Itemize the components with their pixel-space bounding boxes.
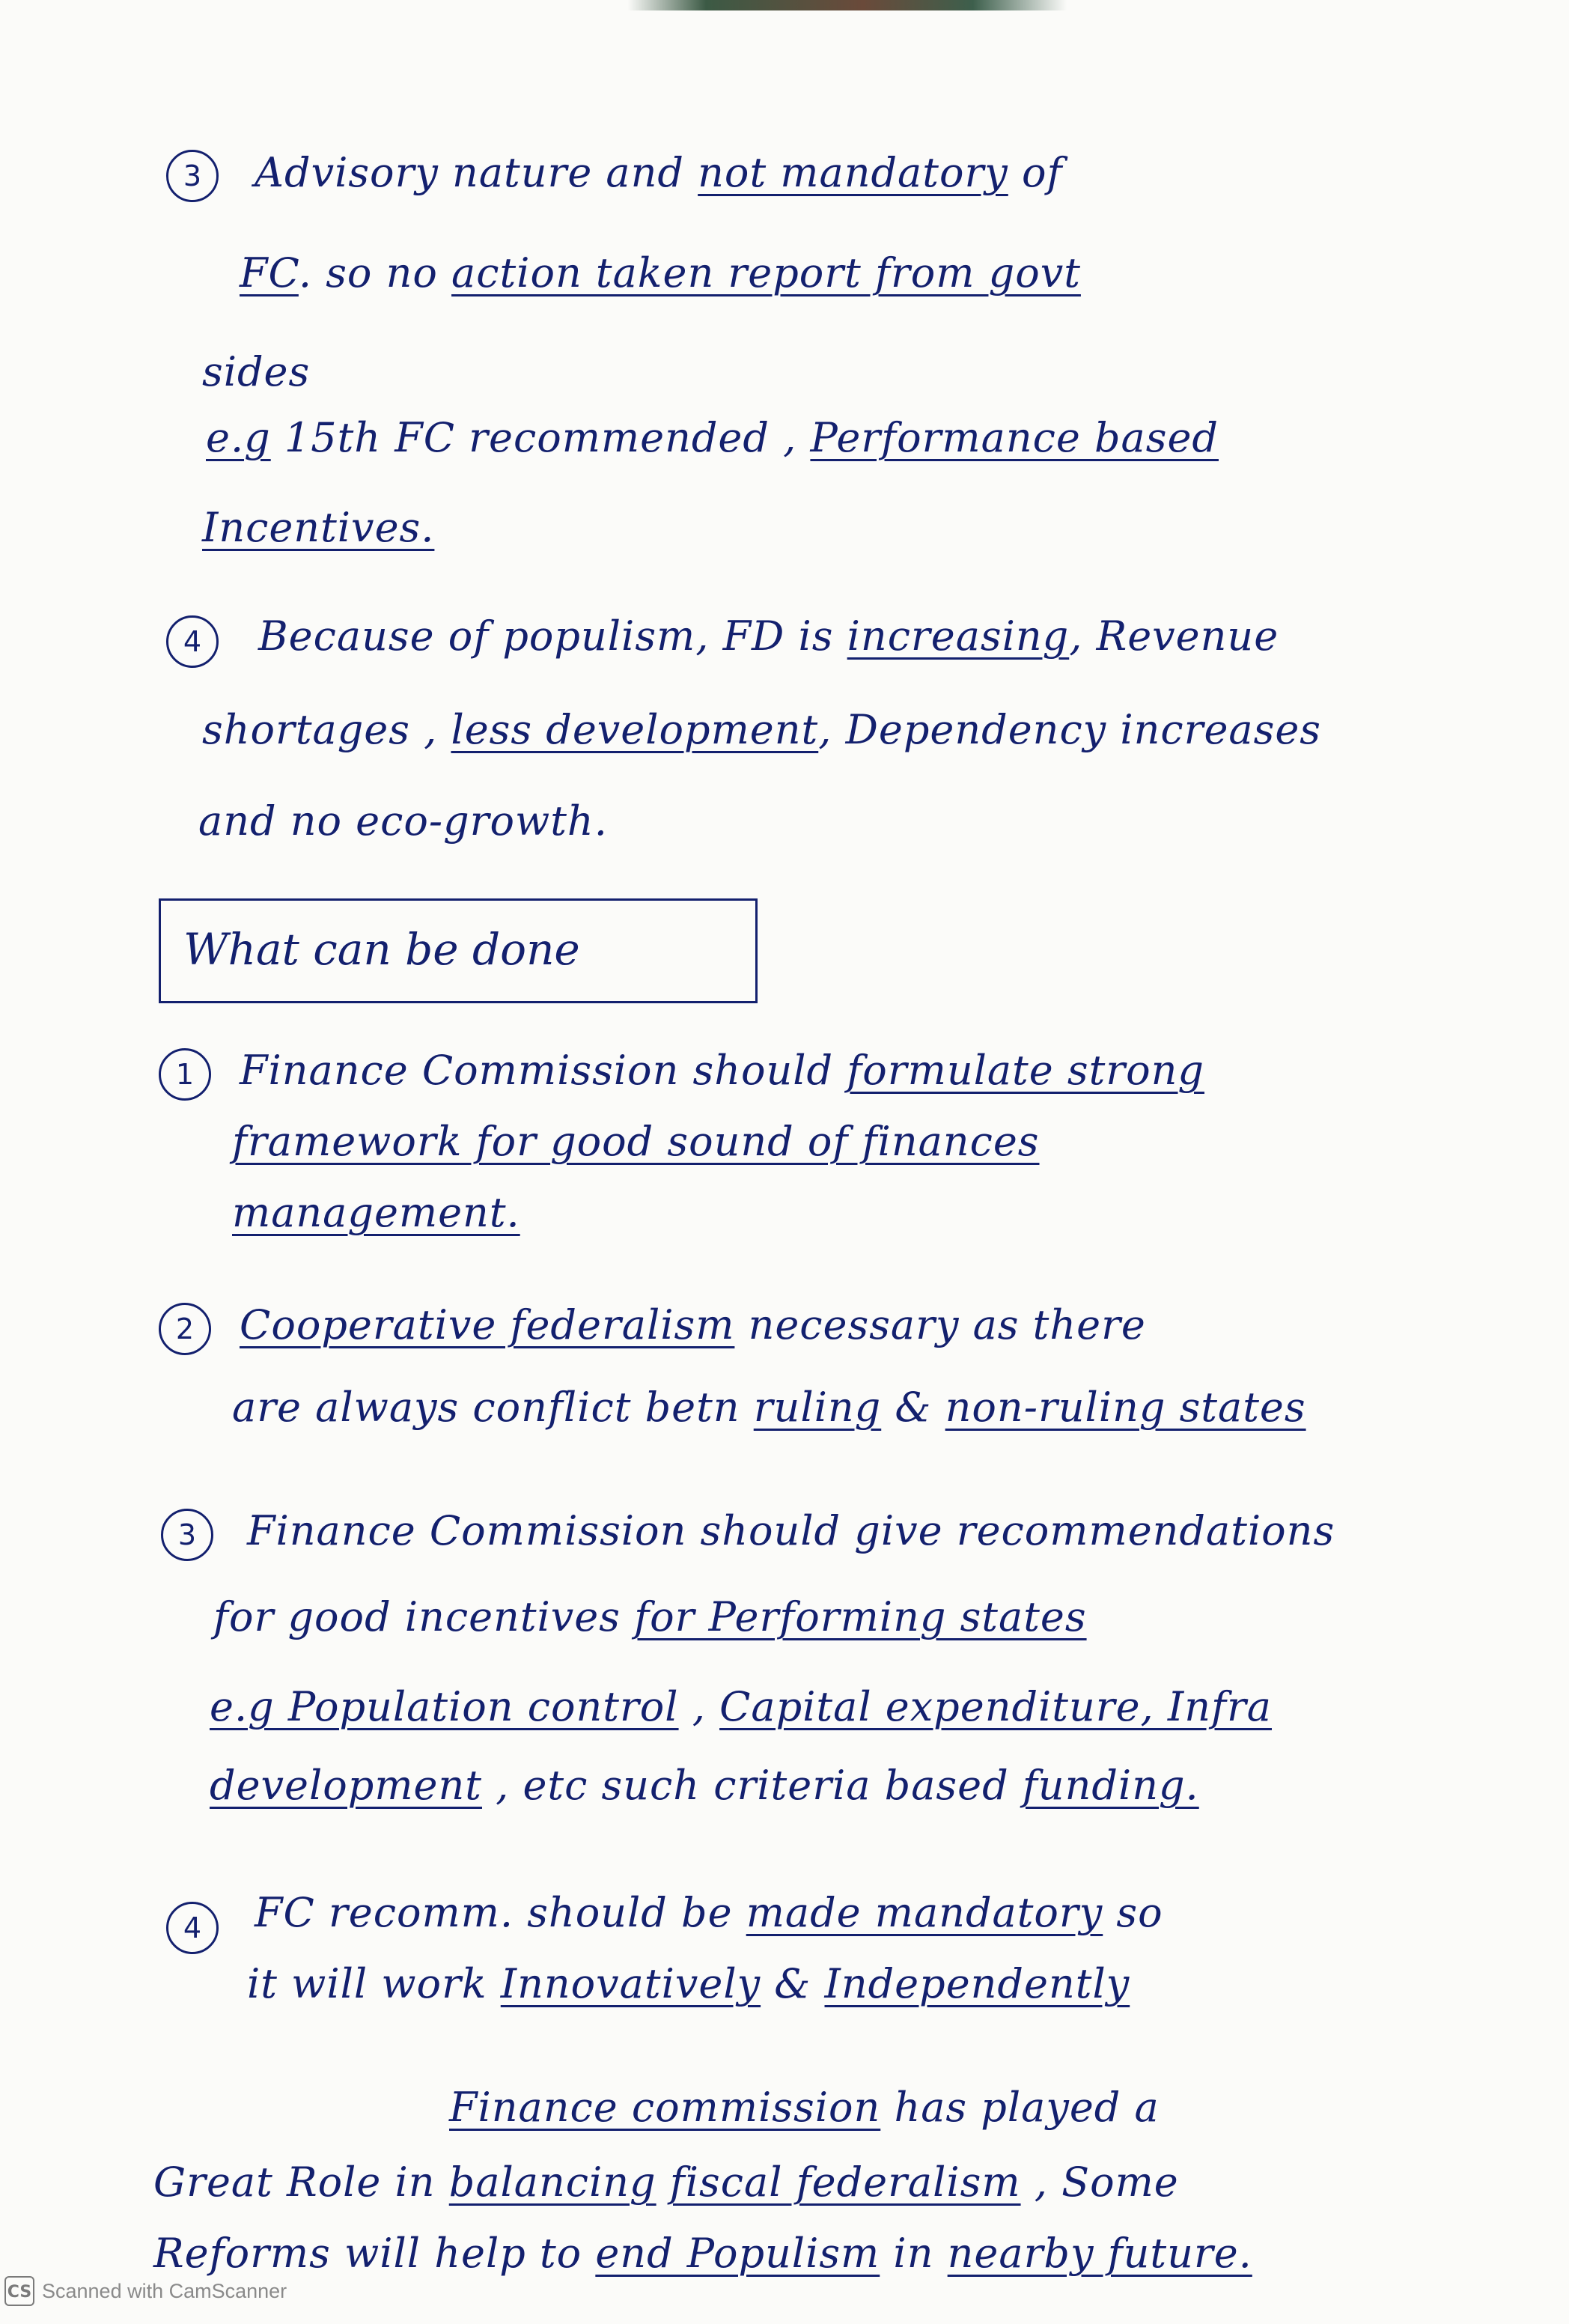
underlined-text: Cooperative federalism [240, 1301, 735, 1348]
text-line [449, 2081, 1160, 2134]
point-number: 4 [166, 1902, 219, 1954]
underlined-text: balancing [448, 2159, 656, 2206]
underlined-text: not mandatory [698, 149, 1008, 196]
text-line [210, 1759, 1199, 1812]
text-span: are always conflict betn [232, 1384, 754, 1431]
text-line [202, 502, 434, 554]
underlined-text: Finance commission [449, 2084, 881, 2131]
text-line [255, 1887, 1163, 1939]
text-span: sides [202, 348, 311, 395]
text-span: Advisory nature and [255, 149, 698, 196]
section-heading: What can be done [183, 924, 580, 975]
text-span: necessary as there [734, 1301, 1146, 1348]
text-span: for good incentives [213, 1593, 635, 1640]
text-span: , Revenue [1069, 612, 1279, 660]
text-line [213, 1591, 1087, 1643]
text-span: , Some [1020, 2159, 1179, 2206]
underlined-text: made mandatory [746, 1889, 1103, 1936]
text-span [656, 2159, 670, 2206]
underlined-text: e.g Population control [210, 1683, 679, 1730]
point-number: 3 [161, 1509, 213, 1561]
underlined-text: less development [451, 706, 819, 753]
underlined-text: FC [240, 249, 299, 296]
text-span: , Dependency increases [818, 706, 1321, 753]
text-line [240, 1044, 1204, 1097]
point-number: 1 [159, 1048, 211, 1101]
text-span: Finance Commission should give recommendations [247, 1507, 1335, 1554]
text-line [247, 1505, 1335, 1557]
text-span: so [1103, 1889, 1163, 1936]
text-span: , etc such criteria based [481, 1762, 1023, 1809]
text-span: & [761, 1960, 825, 2007]
text-line [258, 610, 1279, 663]
text-span: Finance Commission should [240, 1047, 847, 1094]
text-span: and no eco-growth. [198, 797, 608, 845]
text-span: in [880, 2230, 948, 2277]
underlined-text: increasing [847, 612, 1070, 660]
underlined-text: formulate strong [847, 1047, 1204, 1094]
watermark-text: Scanned with CamScanner [42, 2279, 287, 2302]
underlined-text: nearby future. [947, 2230, 1252, 2277]
text-line [202, 704, 1321, 756]
text-line [240, 247, 1081, 299]
text-span: Reforms will help to [153, 2230, 596, 2277]
text-line [247, 1958, 1130, 2010]
text-line [232, 1381, 1306, 1434]
text-span: shortages , [202, 706, 451, 753]
underlined-text: action taken report from govt [451, 249, 1081, 296]
point-number: 4 [166, 615, 219, 668]
text-span: , [678, 1683, 720, 1730]
text-line [210, 1681, 1272, 1733]
underlined-text: framework for [232, 1118, 551, 1165]
section-heading-box [159, 898, 758, 1003]
text-line [240, 1299, 1146, 1351]
underlined-text: e.g [206, 414, 271, 461]
text-span: it will work [247, 1960, 501, 2007]
underlined-text: development [210, 1762, 482, 1809]
text-line [255, 147, 1062, 199]
point-number: 2 [159, 1303, 211, 1355]
text-span: . so no [298, 249, 452, 296]
text-line [153, 2156, 1179, 2209]
camscanner-logo-icon: CS [4, 2276, 34, 2306]
underlined-text: Incentives. [202, 504, 435, 551]
underlined-text: ruling [753, 1384, 882, 1431]
text-span: has played a [880, 2084, 1160, 2131]
underlined-text: funding. [1022, 1762, 1199, 1809]
text-line [232, 1116, 1040, 1168]
text-line [206, 412, 1219, 464]
underlined-text: Independently [824, 1960, 1130, 2007]
underlined-text: Innovatively [500, 1960, 761, 2007]
underlined-text: Performance based [810, 414, 1219, 461]
text-line [198, 795, 608, 848]
underlined-text: end Populism [595, 2230, 880, 2277]
underlined-text: for Performing states [634, 1593, 1087, 1640]
underlined-text: Capital expenditure, Infra [719, 1683, 1272, 1730]
text-line [153, 2227, 1252, 2280]
text-span: FC recomm. should be [255, 1889, 746, 1936]
text-span: of [1008, 149, 1063, 196]
text-span: Great Role in [153, 2159, 449, 2206]
text-span: 15th FC recommended , [270, 414, 811, 461]
text-line [202, 346, 310, 398]
point-number: 3 [166, 150, 219, 202]
text-span: Because of populism, FD is [258, 612, 847, 660]
underlined-text: fiscal federalism [669, 2159, 1021, 2206]
text-line [232, 1187, 520, 1239]
underlined-text: management. [232, 1189, 520, 1236]
underlined-text: non-ruling states [945, 1384, 1306, 1431]
underlined-text: good sound of finances [550, 1118, 1040, 1165]
scanner-watermark [4, 2275, 287, 2308]
text-span: & [881, 1384, 945, 1431]
